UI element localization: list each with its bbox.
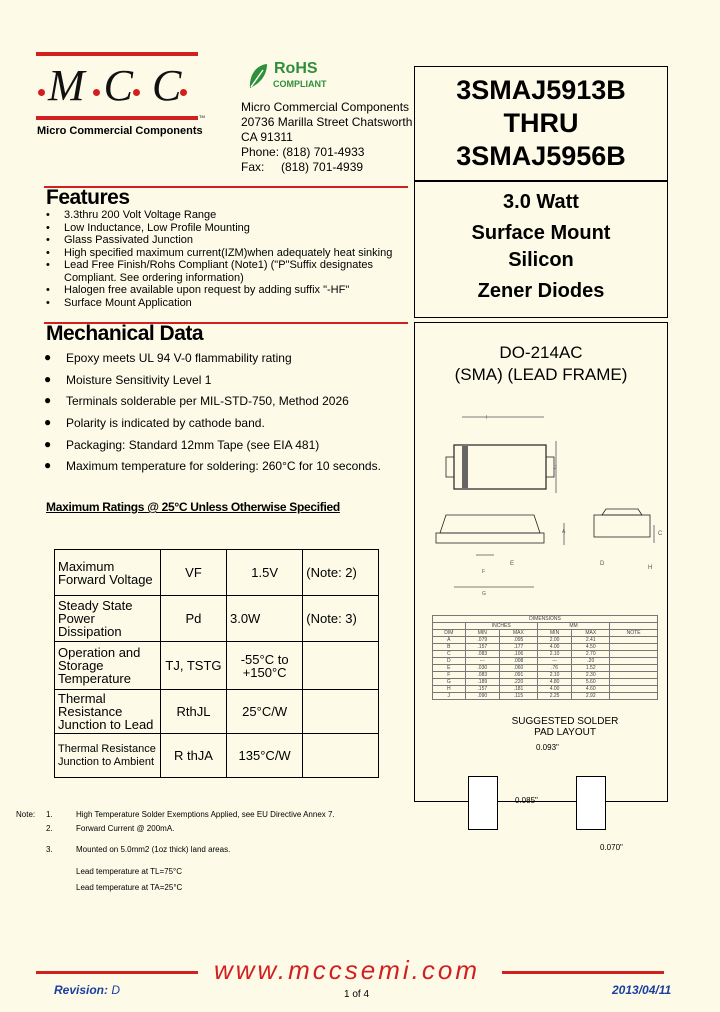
table-cell: E bbox=[433, 665, 466, 672]
desc-mount: Surface Mount bbox=[471, 222, 611, 244]
rating-param: Thermal Resistance Junction to Ambient bbox=[55, 734, 161, 778]
ratings-table bbox=[54, 549, 379, 778]
list-item: • Surface Mount Application bbox=[46, 296, 192, 309]
page-number: 1 of 4 bbox=[344, 989, 370, 1000]
table-cell bbox=[610, 651, 658, 658]
table-cell: .157 bbox=[465, 686, 499, 693]
list-item: ● Maximum temperature for soldering: 260°C for 10 seconds. bbox=[44, 458, 381, 474]
rating-note bbox=[303, 690, 379, 734]
revision-label-text: Revision: bbox=[54, 983, 109, 997]
address-line: CA 91311 bbox=[241, 130, 293, 144]
note-3: Mounted on 5.0mm2 (1oz thick) land areas. bbox=[76, 845, 231, 854]
table-cell: 4.00 bbox=[537, 686, 571, 693]
table-cell: 4.50 bbox=[572, 644, 610, 651]
table-cell: .76 bbox=[537, 665, 571, 672]
table-cell: 2.70 bbox=[572, 651, 610, 658]
rohs-title: RoHS bbox=[274, 60, 318, 77]
table-cell: 1.52 bbox=[572, 665, 610, 672]
part-number-start: 3SMAJ5913B bbox=[456, 75, 626, 105]
table-cell: .060 bbox=[499, 665, 537, 672]
table-cell: 4.80 bbox=[537, 679, 571, 686]
table-cell: .106 bbox=[499, 651, 537, 658]
table-cell: .090 bbox=[465, 693, 499, 700]
table-row bbox=[433, 658, 658, 665]
rohs-logo bbox=[247, 60, 337, 92]
table-cell bbox=[610, 637, 658, 644]
list-item: ● Terminals solderable per MIL-STD-750, Method 2026 bbox=[44, 393, 349, 409]
svg-text:A: A bbox=[562, 529, 566, 535]
table-cell: .115 bbox=[499, 693, 537, 700]
features-heading: Features bbox=[46, 186, 130, 209]
package-frame: (SMA) (LEAD FRAME) bbox=[454, 365, 628, 384]
features-list bbox=[44, 209, 414, 309]
footer-bar-left bbox=[36, 971, 198, 974]
rating-value: 135°C/W bbox=[226, 734, 302, 778]
note-number: 2. bbox=[46, 824, 53, 833]
list-item: • Glass Passivated Junction bbox=[46, 234, 194, 246]
rating-value: 25°C/W bbox=[226, 690, 302, 734]
table-cell: 4.60 bbox=[572, 686, 610, 693]
revision-value: D bbox=[111, 983, 121, 997]
table-row bbox=[433, 637, 658, 644]
mcc-logo: M C C bbox=[48, 61, 186, 110]
package-outline-drawing bbox=[424, 405, 664, 605]
table-cell: 2.10 bbox=[537, 672, 571, 679]
table-cell: G bbox=[433, 679, 466, 686]
solder-title-l2: PAD LAYOUT bbox=[534, 727, 596, 738]
part-number-box bbox=[414, 66, 668, 182]
logo-subtitle: Micro Commercial Components bbox=[37, 125, 203, 137]
rating-note: (Note: 2) bbox=[303, 550, 379, 596]
note-number: 1. bbox=[46, 810, 53, 819]
list-item: ● Polarity is indicated by cathode band. bbox=[44, 415, 265, 431]
table-cell bbox=[610, 693, 658, 700]
solder-dim-3: 0.070" bbox=[600, 843, 623, 852]
table-cell: 4.00 bbox=[537, 644, 571, 651]
solder-dim-2: 0.085" bbox=[515, 796, 538, 805]
svg-text:D: D bbox=[600, 561, 605, 567]
company-address bbox=[241, 100, 412, 175]
table-cell: .157 bbox=[465, 644, 499, 651]
table-cell: A bbox=[433, 637, 466, 644]
table-cell: 2.25 bbox=[537, 693, 571, 700]
dims-inches: INCHES bbox=[465, 623, 537, 630]
leaf-icon bbox=[247, 62, 269, 90]
revision-label bbox=[54, 983, 120, 997]
desc-material: Silicon bbox=[508, 249, 574, 271]
table-cell: .008 bbox=[499, 658, 537, 665]
rating-note bbox=[303, 642, 379, 690]
table-row bbox=[433, 651, 658, 658]
list-item: ● Moisture Sensitivity Level 1 bbox=[44, 371, 212, 387]
rating-symbol: Pd bbox=[160, 596, 226, 642]
table-cell: F bbox=[433, 672, 466, 679]
address-line: 20736 Marilla Street Chatsworth bbox=[241, 115, 413, 129]
table-row bbox=[433, 665, 658, 672]
rating-value: 1.5V bbox=[226, 550, 302, 596]
table-cell bbox=[610, 644, 658, 651]
rating-param: Steady State Power Dissipation bbox=[55, 596, 161, 642]
table-cell: .079 bbox=[465, 637, 499, 644]
logo-bottom-bar bbox=[36, 116, 198, 120]
footer-date: 2013/04/11 bbox=[612, 983, 672, 997]
svg-text:J: J bbox=[554, 465, 557, 471]
svg-text:E: E bbox=[510, 561, 515, 567]
dims-note: NOTE bbox=[610, 630, 658, 637]
svg-text:F: F bbox=[482, 569, 486, 575]
rating-symbol: R thJA bbox=[160, 734, 226, 778]
table-row bbox=[433, 644, 658, 651]
svg-text:H: H bbox=[648, 565, 653, 571]
rating-note bbox=[303, 734, 379, 778]
notes-label: Note: bbox=[16, 810, 36, 819]
table-cell: 5.60 bbox=[572, 679, 610, 686]
note-number: 3. bbox=[46, 845, 53, 854]
solder-dim-1: 0.093" bbox=[536, 743, 559, 752]
table-cell: .181 bbox=[499, 686, 537, 693]
list-item: ● Epoxy meets UL 94 V-0 flammability rating bbox=[44, 350, 292, 365]
rating-symbol: RthJL bbox=[160, 690, 226, 734]
desc-power: 3.0 Watt bbox=[503, 191, 579, 213]
table-cell: .030 bbox=[465, 665, 499, 672]
desc-type: Zener Diodes bbox=[477, 280, 605, 302]
footer-url[interactable]: www.mccsemi.com bbox=[214, 955, 481, 985]
list-item: Compliant. See ordering information) bbox=[64, 271, 244, 284]
rating-param: Operation and Storage Temperature bbox=[55, 642, 161, 690]
table-cell: .177 bbox=[499, 644, 537, 651]
table-cell: J bbox=[433, 693, 466, 700]
ratings-title: Maximum Ratings @ 25°C Unless Otherwise Specified bbox=[46, 500, 340, 514]
svg-text:G: G bbox=[482, 591, 486, 597]
rating-param: Thermal Resistance Junction to Lead bbox=[55, 690, 161, 734]
rating-symbol: VF bbox=[160, 550, 226, 596]
description-box bbox=[414, 180, 668, 318]
rohs-subtitle: COMPLIANT bbox=[273, 79, 327, 89]
list-item: • Lead Free Finish/Rohs Compliant (Note1) ("P"Suffix designates bbox=[46, 259, 374, 271]
note-lead2: Lead temperature at TA=25°C bbox=[76, 883, 183, 892]
dims-title: DIMENSIONS bbox=[433, 616, 658, 623]
table-cell: .189 bbox=[465, 679, 499, 686]
logo-top-bar bbox=[36, 52, 198, 56]
table-cell bbox=[610, 658, 658, 665]
rating-value: -55°C to +150°C bbox=[226, 642, 302, 690]
logo-tm: TM bbox=[199, 114, 205, 119]
table-cell: B bbox=[433, 644, 466, 651]
address-line: Micro Commercial Components bbox=[241, 100, 410, 114]
dims-mm: MM bbox=[537, 623, 609, 630]
address-line: Phone: (818) 701-4933 bbox=[241, 145, 365, 159]
table-cell bbox=[610, 672, 658, 679]
table-cell: H bbox=[433, 686, 466, 693]
table-cell: --- bbox=[537, 658, 571, 665]
note-1: High Temperature Solder Exemptions Applied, see EU Directive Annex 7. bbox=[76, 810, 335, 819]
table-cell: 2.92 bbox=[572, 693, 610, 700]
part-number-end: 3SMAJ5956B bbox=[456, 141, 626, 171]
table-cell: 2.10 bbox=[537, 651, 571, 658]
solder-pad-left bbox=[468, 776, 498, 830]
table-cell bbox=[610, 679, 658, 686]
table-cell: 2.30 bbox=[572, 672, 610, 679]
rating-value: 3.0W bbox=[226, 596, 302, 642]
table-cell: .083 bbox=[465, 651, 499, 658]
table-cell: C bbox=[433, 651, 466, 658]
rating-symbol: TJ, TSTG bbox=[160, 642, 226, 690]
table-cell: .220 bbox=[499, 679, 537, 686]
part-thru: THRU bbox=[503, 108, 579, 138]
svg-text:I: I bbox=[486, 415, 488, 421]
table-cell: --- bbox=[465, 658, 499, 665]
table-cell: 2.00 bbox=[537, 637, 571, 644]
table-cell bbox=[610, 665, 658, 672]
table-row bbox=[433, 686, 658, 693]
table-cell: .095 bbox=[499, 637, 537, 644]
dims-col: DIM bbox=[433, 630, 466, 637]
table-cell bbox=[610, 686, 658, 693]
mechanical-list bbox=[44, 351, 414, 481]
table-cell: .091 bbox=[499, 672, 537, 679]
table-row bbox=[433, 693, 658, 700]
logo-dot bbox=[38, 89, 45, 96]
svg-text:C: C bbox=[658, 531, 663, 537]
list-item: • Low Inductance, Low Profile Mounting bbox=[46, 221, 250, 234]
dims-col: MIN bbox=[537, 630, 571, 637]
dims-col: MAX bbox=[499, 630, 537, 637]
note-2: Forward Current @ 200mA. bbox=[76, 824, 175, 833]
list-item: • Halogen free available upon request by adding suffix "-HF" bbox=[46, 284, 350, 296]
table-row bbox=[433, 672, 658, 679]
table-row bbox=[433, 679, 658, 686]
address-line: Fax: (818) 701-4939 bbox=[241, 160, 364, 174]
mechanical-heading: Mechanical Data bbox=[46, 322, 204, 345]
package-name: DO-214AC bbox=[499, 343, 583, 362]
list-item: ● Packaging: Standard 12mm Tape (see EIA 481) bbox=[44, 436, 320, 452]
table-cell: D bbox=[433, 658, 466, 665]
list-item: • High specified maximum current(IZM)when adequately heat sinking bbox=[46, 246, 393, 259]
cathode-band bbox=[462, 446, 468, 488]
rating-note: (Note: 3) bbox=[303, 596, 379, 642]
table-cell: .083 bbox=[465, 672, 499, 679]
note-lead: Lead temperature at TL=75°C bbox=[76, 867, 183, 876]
list-item: • 3.3thru 200 Volt Voltage Range bbox=[46, 209, 217, 221]
footer-bar-right bbox=[502, 971, 664, 974]
dims-col: MAX bbox=[572, 630, 610, 637]
solder-title-l1: SUGGESTED SOLDER bbox=[511, 716, 619, 727]
solder-pad-right bbox=[576, 776, 606, 830]
rating-param: Maximum Forward Voltage bbox=[55, 550, 161, 596]
dimensions-table bbox=[432, 615, 658, 700]
table-cell: .20 bbox=[572, 658, 610, 665]
dims-col: MIN bbox=[465, 630, 499, 637]
table-cell: 2.41 bbox=[572, 637, 610, 644]
solder-pad-title bbox=[500, 716, 630, 738]
